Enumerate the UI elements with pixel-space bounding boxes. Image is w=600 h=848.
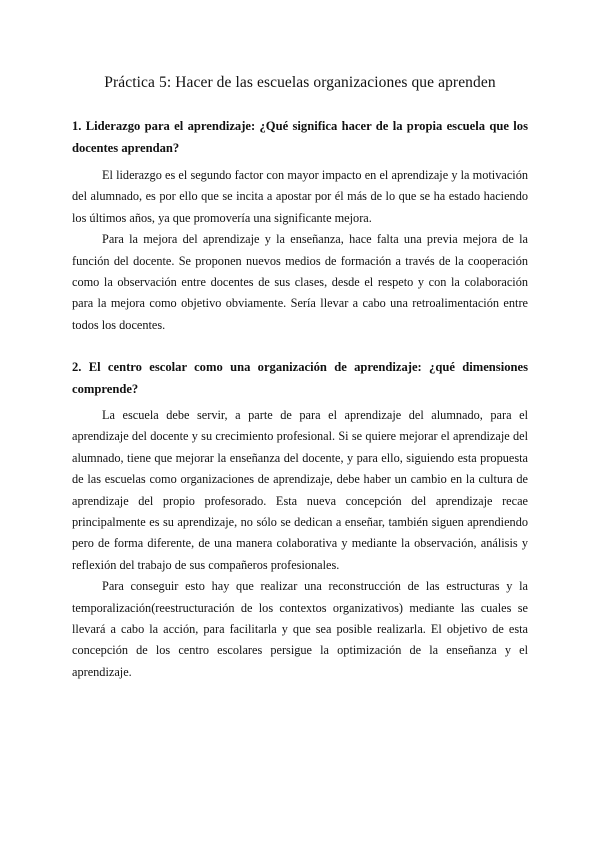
section-heading: 1. Liderazgo para el aprendizaje: ¿Qué significa hacer de la propia escuela que los docentes aprendan?	[72, 119, 528, 155]
section-leadership	[72, 115, 528, 336]
page-title: Práctica 5: Hacer de las escuelas organizaciones que aprenden	[104, 74, 496, 91]
paragraph: Para conseguir esto hay que realizar una reconstrucción de las estructuras y la temporalización(reestructuración de los contextos organizativos) mediante las cuales se llevará a cabo la acción, para facilitarla y que sea posible realizarla. El objetivo de esta concepción de los centro escolares persigue la optimización de la enseñanza y el aprendizaje.	[72, 579, 528, 679]
section-learning-organization	[72, 356, 528, 683]
paragraph: La escuela debe servir, a parte de para el aprendizaje del alumnado, para el aprendizaje del docente y su crecimiento profesional. Si se quiere mejorar el aprendizaje del alumnado, tiene que mejorar la enseñanza del docente, y para ello, siguiendo esta propuesta de las escuelas como organizaciones de aprendizaje, debe haber un cambio en la cultura de aprendizaje del propio profesorado. Esta nueva concepción del aprendizaje recae principalmente es su aprendizaje, no sólo se dedican a enseñar, también siguen aprendiendo pero de forma diferente, de una manera colaborativa y mediante la observación, análisis y reflexión del trabajo de sus compañeros profesionales.	[72, 408, 528, 572]
section-heading: 2. El centro escolar como una organización de aprendizaje: ¿qué dimensiones comprende?	[72, 360, 528, 396]
paragraph: El liderazgo es el segundo factor con mayor impacto en el aprendizaje y la motivación del alumnado, es por ello que se incita a apostar por él más de lo que se ha estado haciendo los últimos años, ya que promovería una significante mejora.	[72, 168, 528, 225]
paragraph: Para la mejora del aprendizaje y la enseñanza, hace falta una previa mejora de la función del docente. Se proponen nuevos medios de formación a través de la cooperación como la observación entre docentes de sus clases, desde el respeto y con la colaboración para la mejora como objetivo obviamente. Sería llevar a cabo una retroalimentación entre todos los docentes.	[72, 232, 528, 332]
